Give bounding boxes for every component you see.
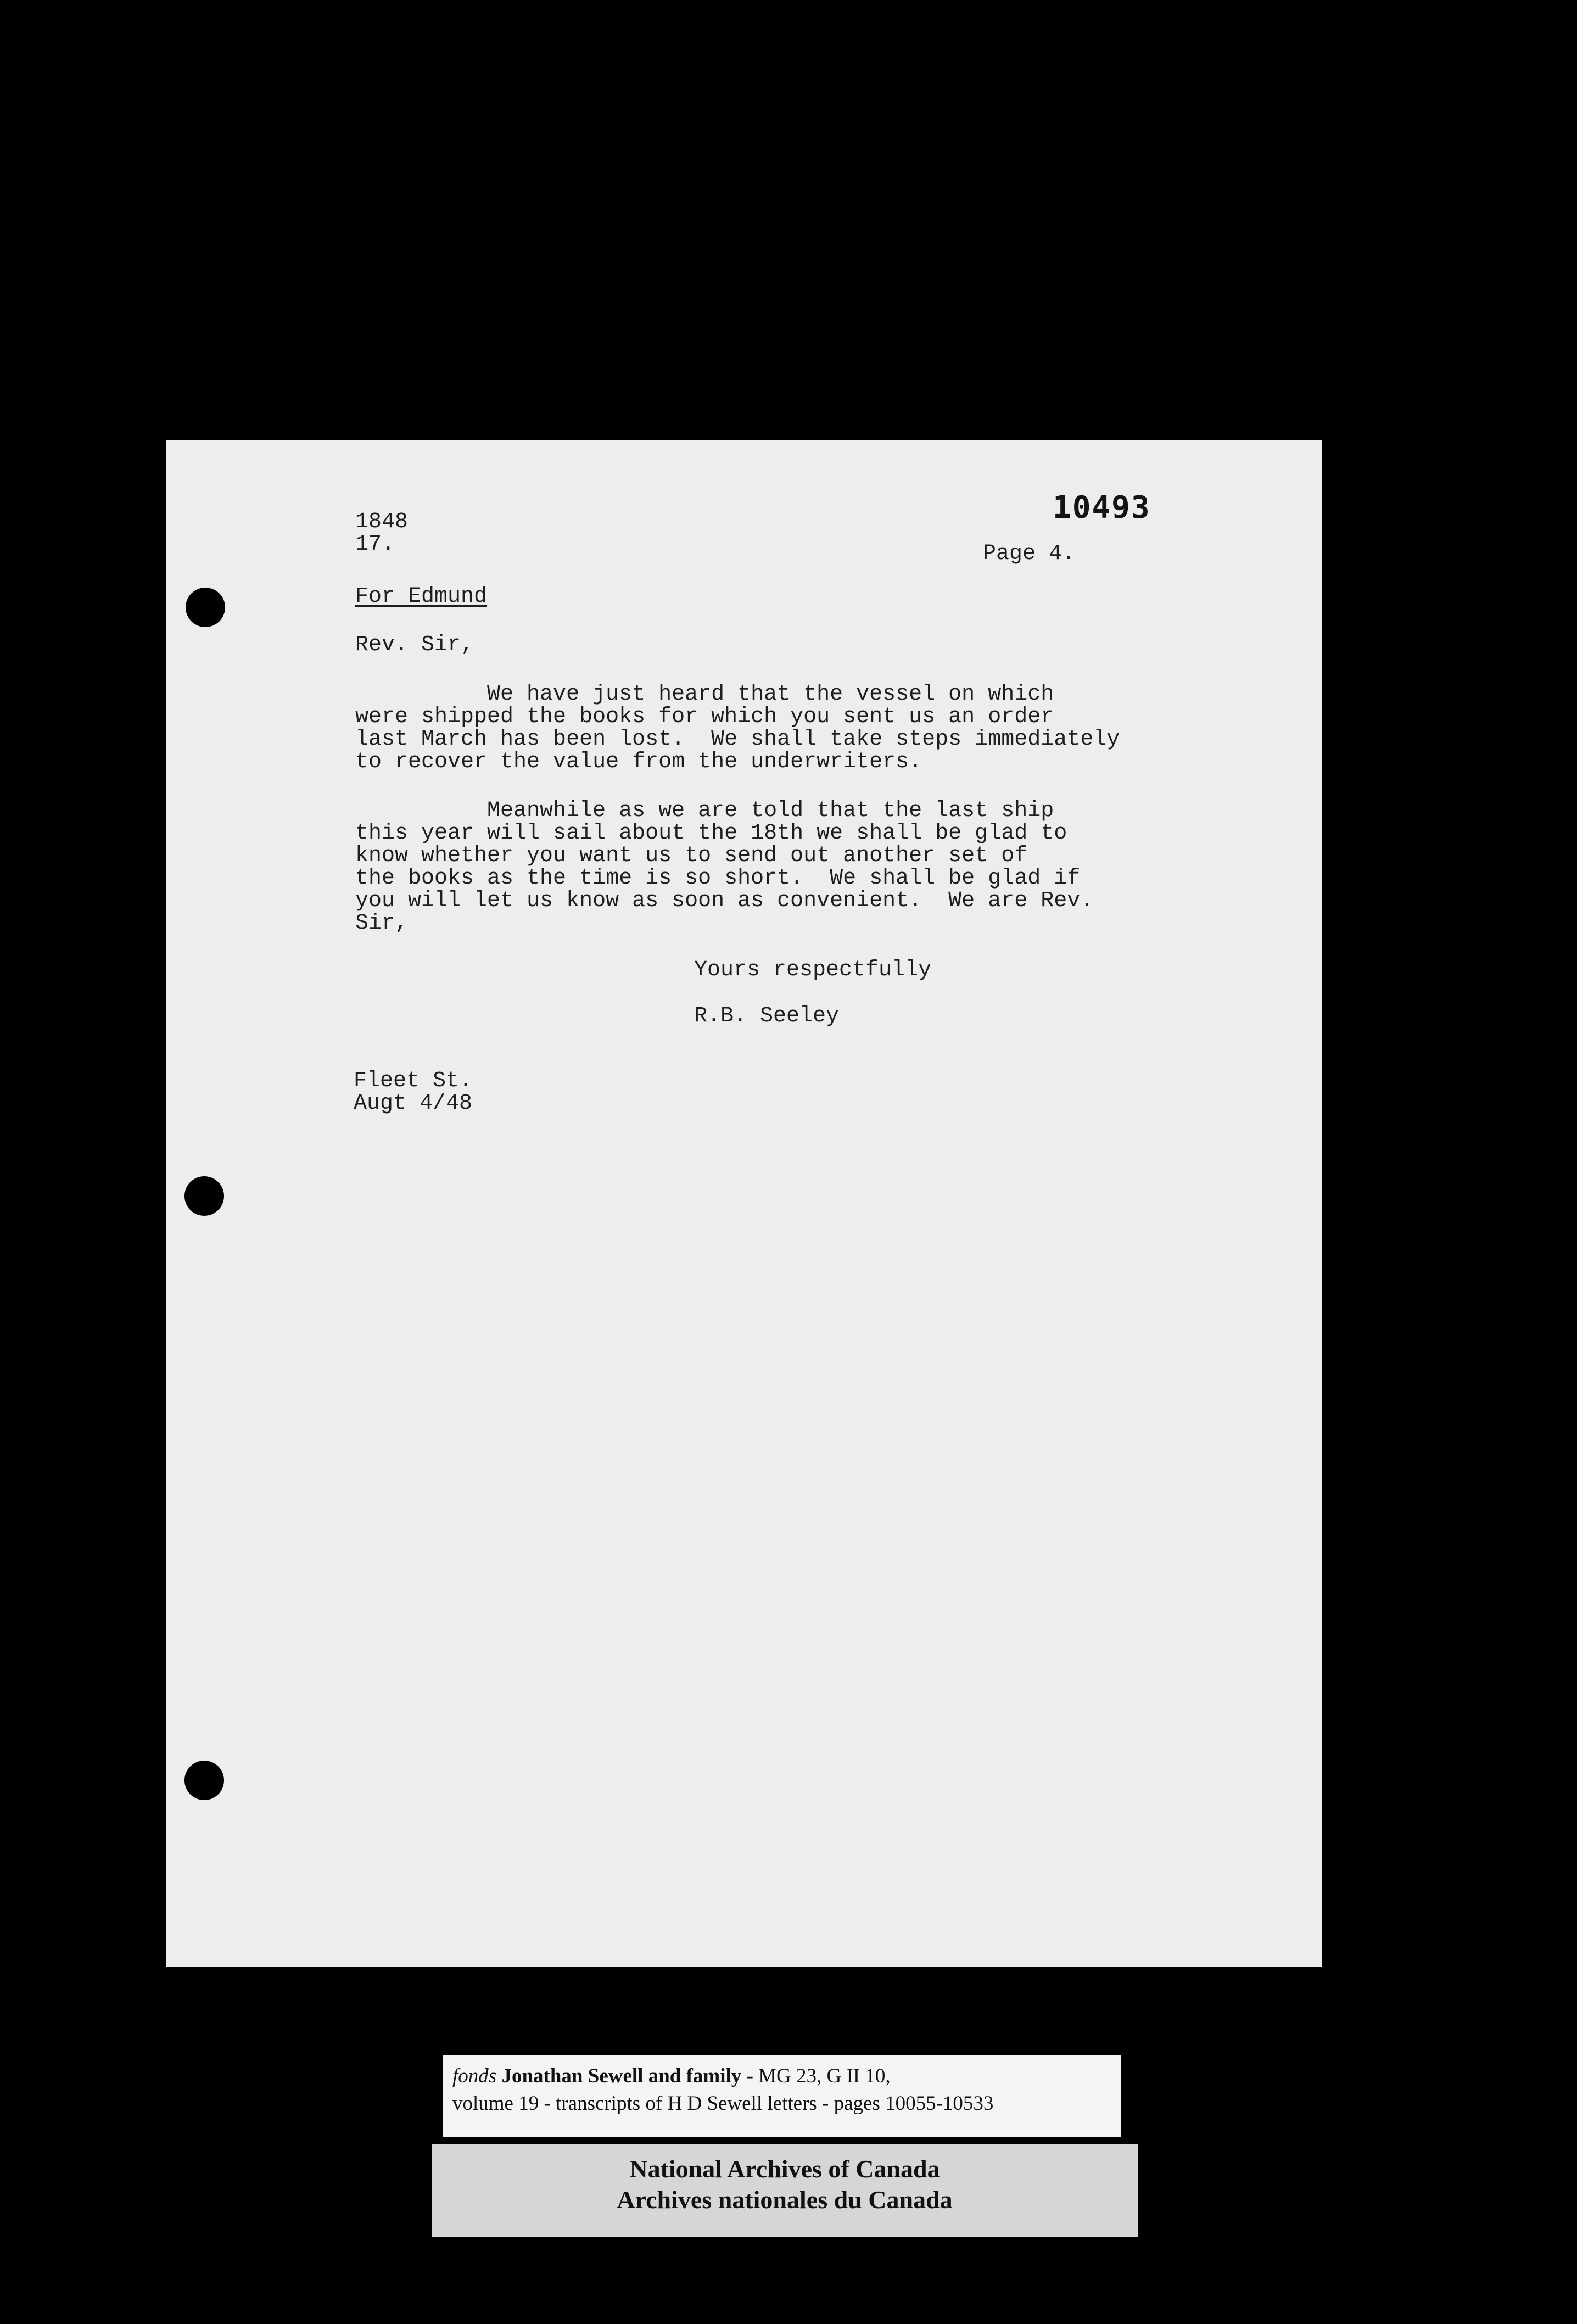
signature: R.B. Seeley <box>694 1004 840 1029</box>
fonds-reference: - MG 23, G II 10, <box>741 2065 891 2087</box>
institution-english: National Archives of Canada <box>629 2155 940 2183</box>
punch-hole-bottom <box>184 1761 224 1800</box>
paragraph-2-line: know whether you want us to send out another set of <box>355 843 1028 868</box>
fonds-word: fonds <box>452 2065 497 2087</box>
paragraph-1-line: to recover the value from the underwriters. <box>355 750 922 774</box>
fonds-label <box>443 2055 1121 2137</box>
punch-hole-top <box>186 588 225 627</box>
paragraph-1-line: We have just heard that the vessel on which <box>355 682 1054 707</box>
institution-label <box>432 2144 1138 2237</box>
paragraph-2-line: you will let us know as soon as convenient. We are Rev. <box>355 889 1094 913</box>
punch-hole-middle <box>184 1176 224 1216</box>
paragraph-1-line: last March has been lost. We shall take steps immediately <box>355 727 1120 752</box>
letter-year: 1848 <box>355 510 409 534</box>
fonds-line <box>452 2063 1111 2090</box>
date-line: Augt 4/48 <box>354 1091 473 1116</box>
paragraph-2-line: Meanwhile as we are told that the last ship <box>355 798 1054 823</box>
address-line: Fleet St. <box>354 1069 473 1093</box>
salutation: Rev. Sir, <box>355 633 474 657</box>
volume-line: volume 19 - transcripts of H D Sewell letters - pages 10055-10533 <box>452 2092 994 2115</box>
page-label: Page 4. <box>983 541 1076 566</box>
page-number-stamp: 10493 <box>1053 490 1151 526</box>
institution-french: Archives nationales du Canada <box>617 2186 953 2214</box>
paragraph-1-line: were shipped the books for which you sent us an order <box>355 705 1054 729</box>
paragraph-2-line: this year will sail about the 18th we shall be glad to <box>355 821 1067 846</box>
recipient-heading: For Edmund <box>355 584 488 609</box>
typed-letter-page <box>166 440 1322 1967</box>
paragraph-2-line: the books as the time is so short. We shall be glad if <box>355 866 1081 891</box>
closing: Yours respectfully <box>694 958 932 982</box>
fonds-name: Jonathan Sewell and family <box>501 2065 742 2087</box>
letter-number: 17. <box>355 532 395 557</box>
paragraph-2-line: Sir, <box>355 911 409 936</box>
